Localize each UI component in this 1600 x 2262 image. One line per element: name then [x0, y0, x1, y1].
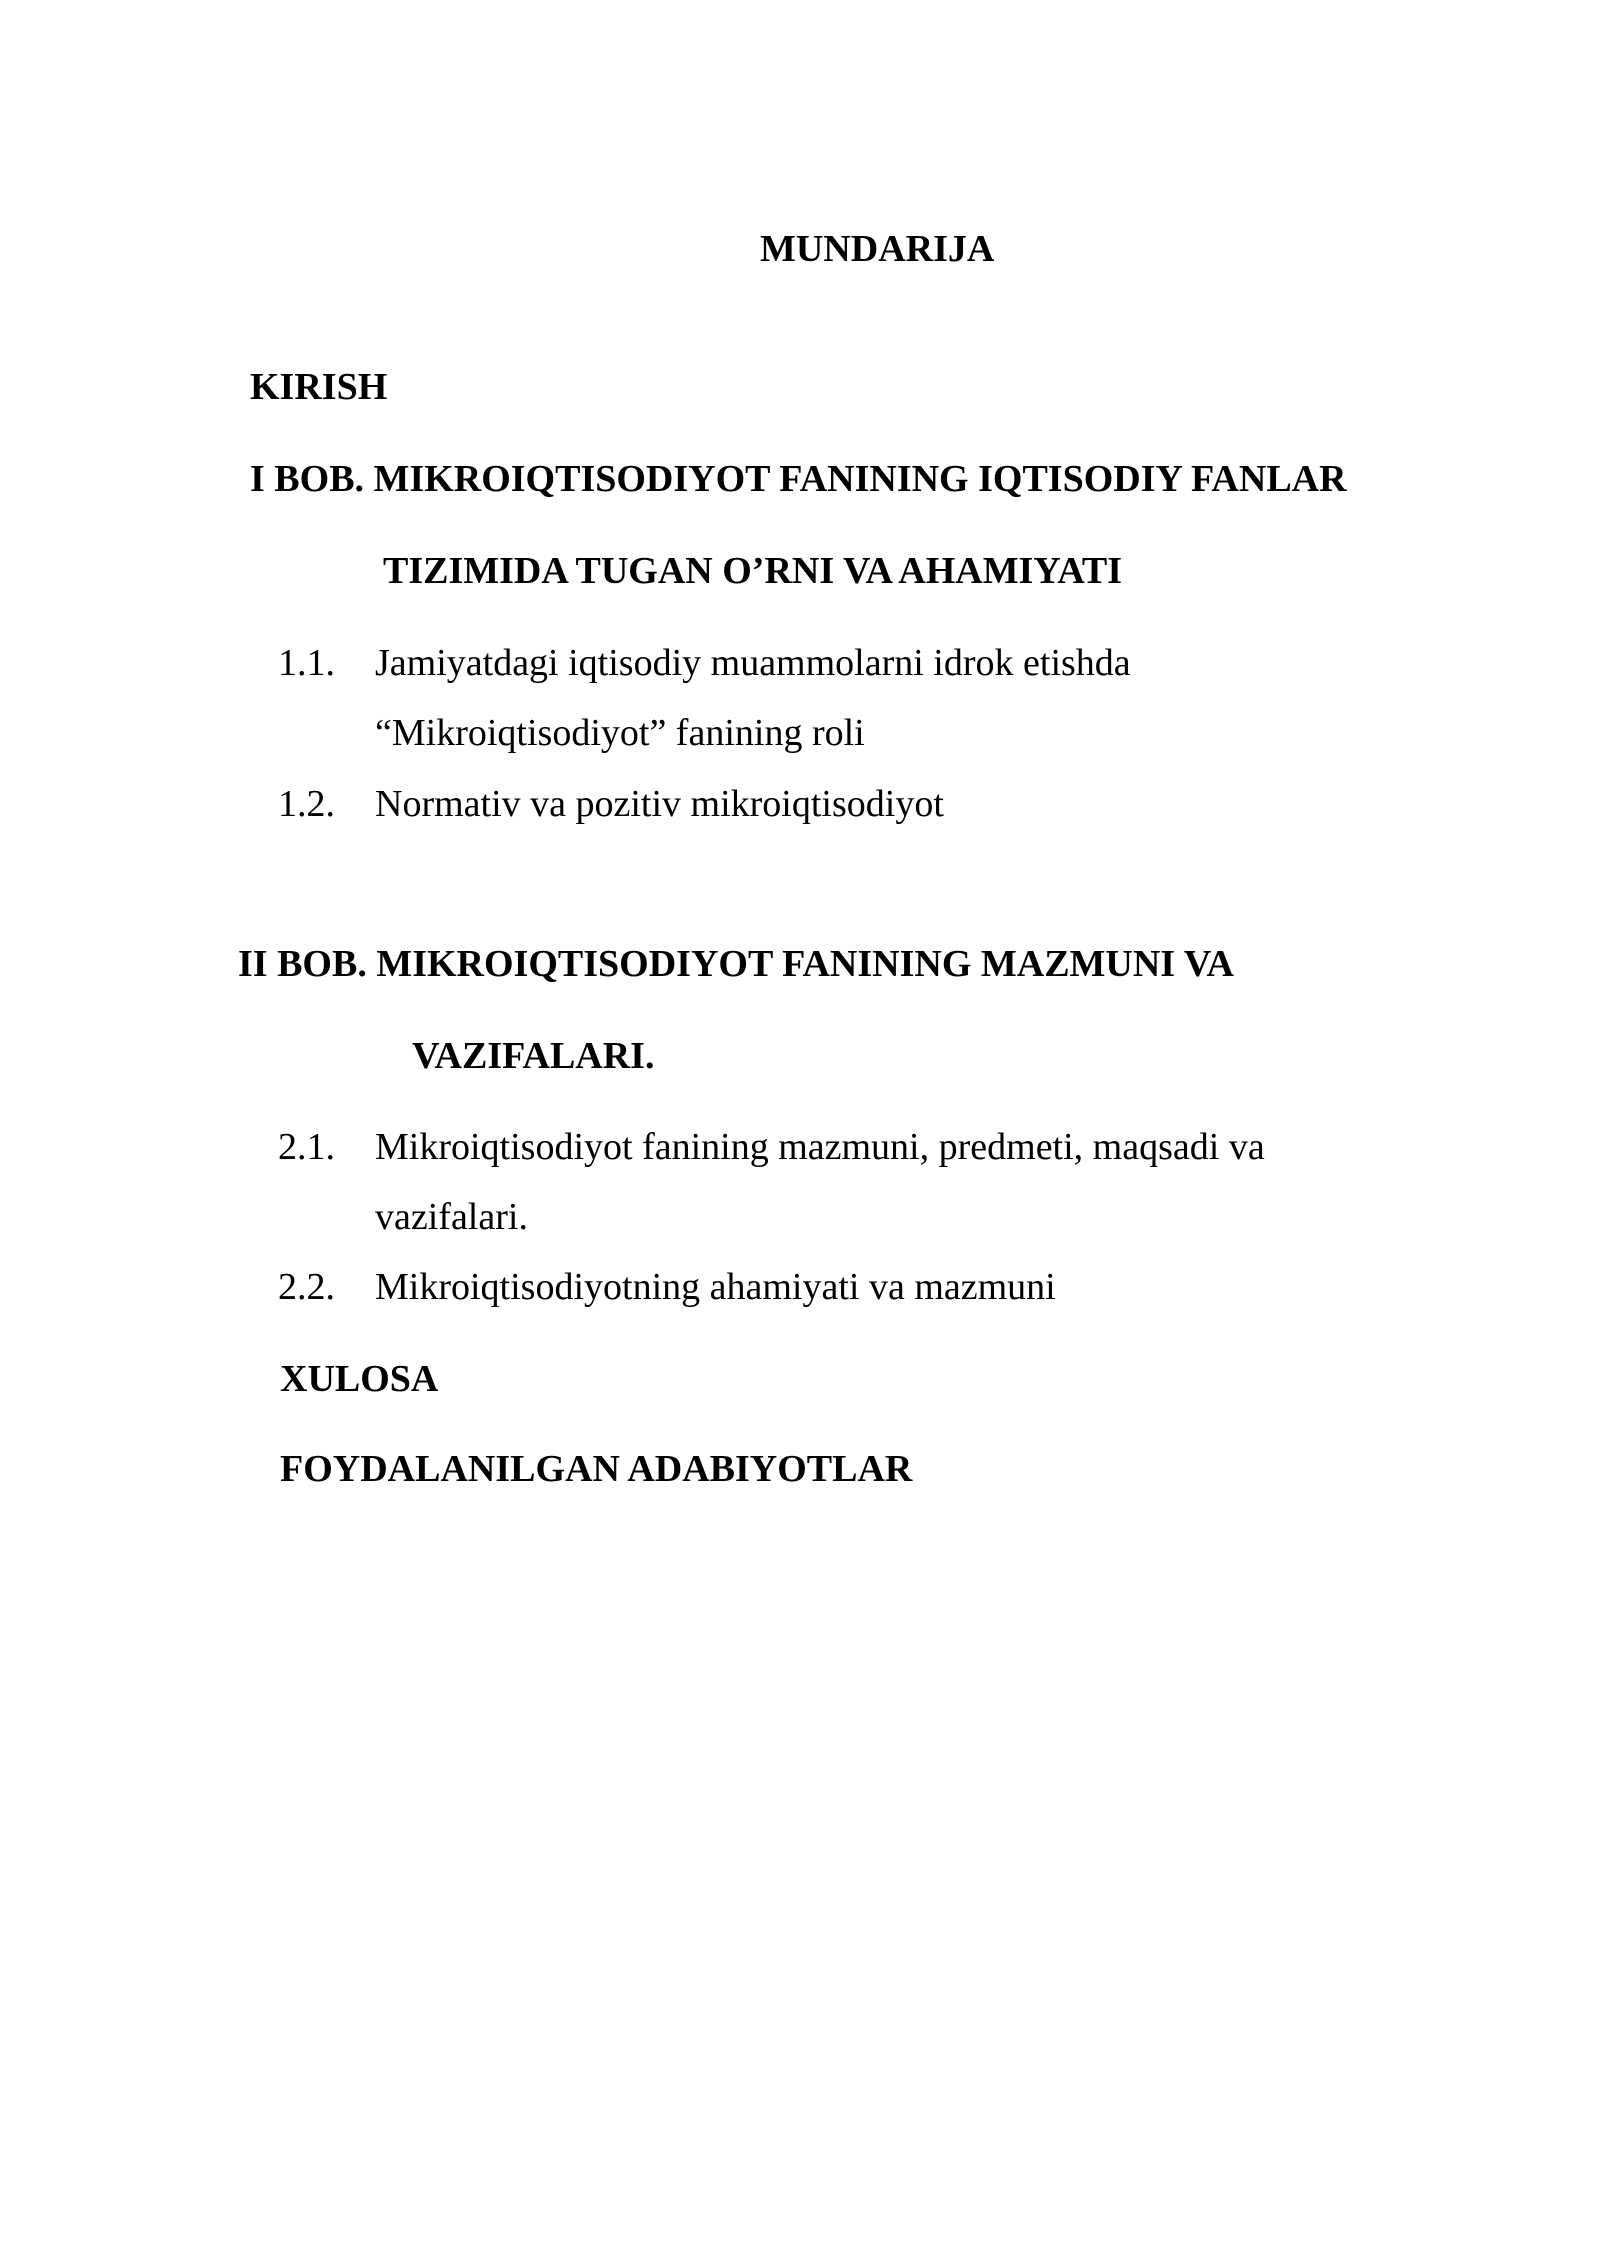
toc-chapter1-title-line1: I BOB. MIKROIQTISODIYOT FANINING IQTISODIY FANLAR: [250, 458, 1347, 500]
toc-intro: KIRISH: [250, 366, 388, 408]
toc-chapter1-title-line2: TIZIMIDA TUGAN O’RNI VA AHAMIYATI: [383, 550, 1123, 592]
toc-section-1-1-line2: “Mikroiqtisodiyot” fanining roli: [375, 712, 865, 754]
toc-references: FOYDALANILGAN ADABIYOTLAR: [280, 1448, 913, 1490]
page-title: MUNDARIJA: [760, 228, 995, 270]
toc-section-1-2: Normativ va pozitiv mikroiqtisodiyot: [375, 783, 944, 825]
toc-section-2-2: Mikroiqtisodiyotning ahamiyati va mazmuni: [375, 1266, 1056, 1308]
toc-section-number: 2.1.: [278, 1126, 335, 1168]
toc-section-2-1-line2: vazifalari.: [375, 1196, 528, 1238]
toc-conclusion: XULOSA: [280, 1358, 439, 1400]
toc-section-number: 1.1.: [278, 642, 335, 684]
toc-chapter2-title-line2: VAZIFALARI.: [412, 1035, 655, 1077]
toc-section-1-1-line1: Jamiyatdagi iqtisodiy muammolarni idrok etishda: [375, 642, 1131, 684]
toc-section-2-1-line1: Mikroiqtisodiyot fanining mazmuni, predmeti, maqsadi va: [375, 1126, 1265, 1168]
toc-chapter2-title-line1: II BOB. MIKROIQTISODIYOT FANINING MAZMUNI VA: [238, 943, 1234, 985]
toc-section-number: 1.2.: [278, 783, 335, 825]
toc-section-number: 2.2.: [278, 1266, 335, 1308]
